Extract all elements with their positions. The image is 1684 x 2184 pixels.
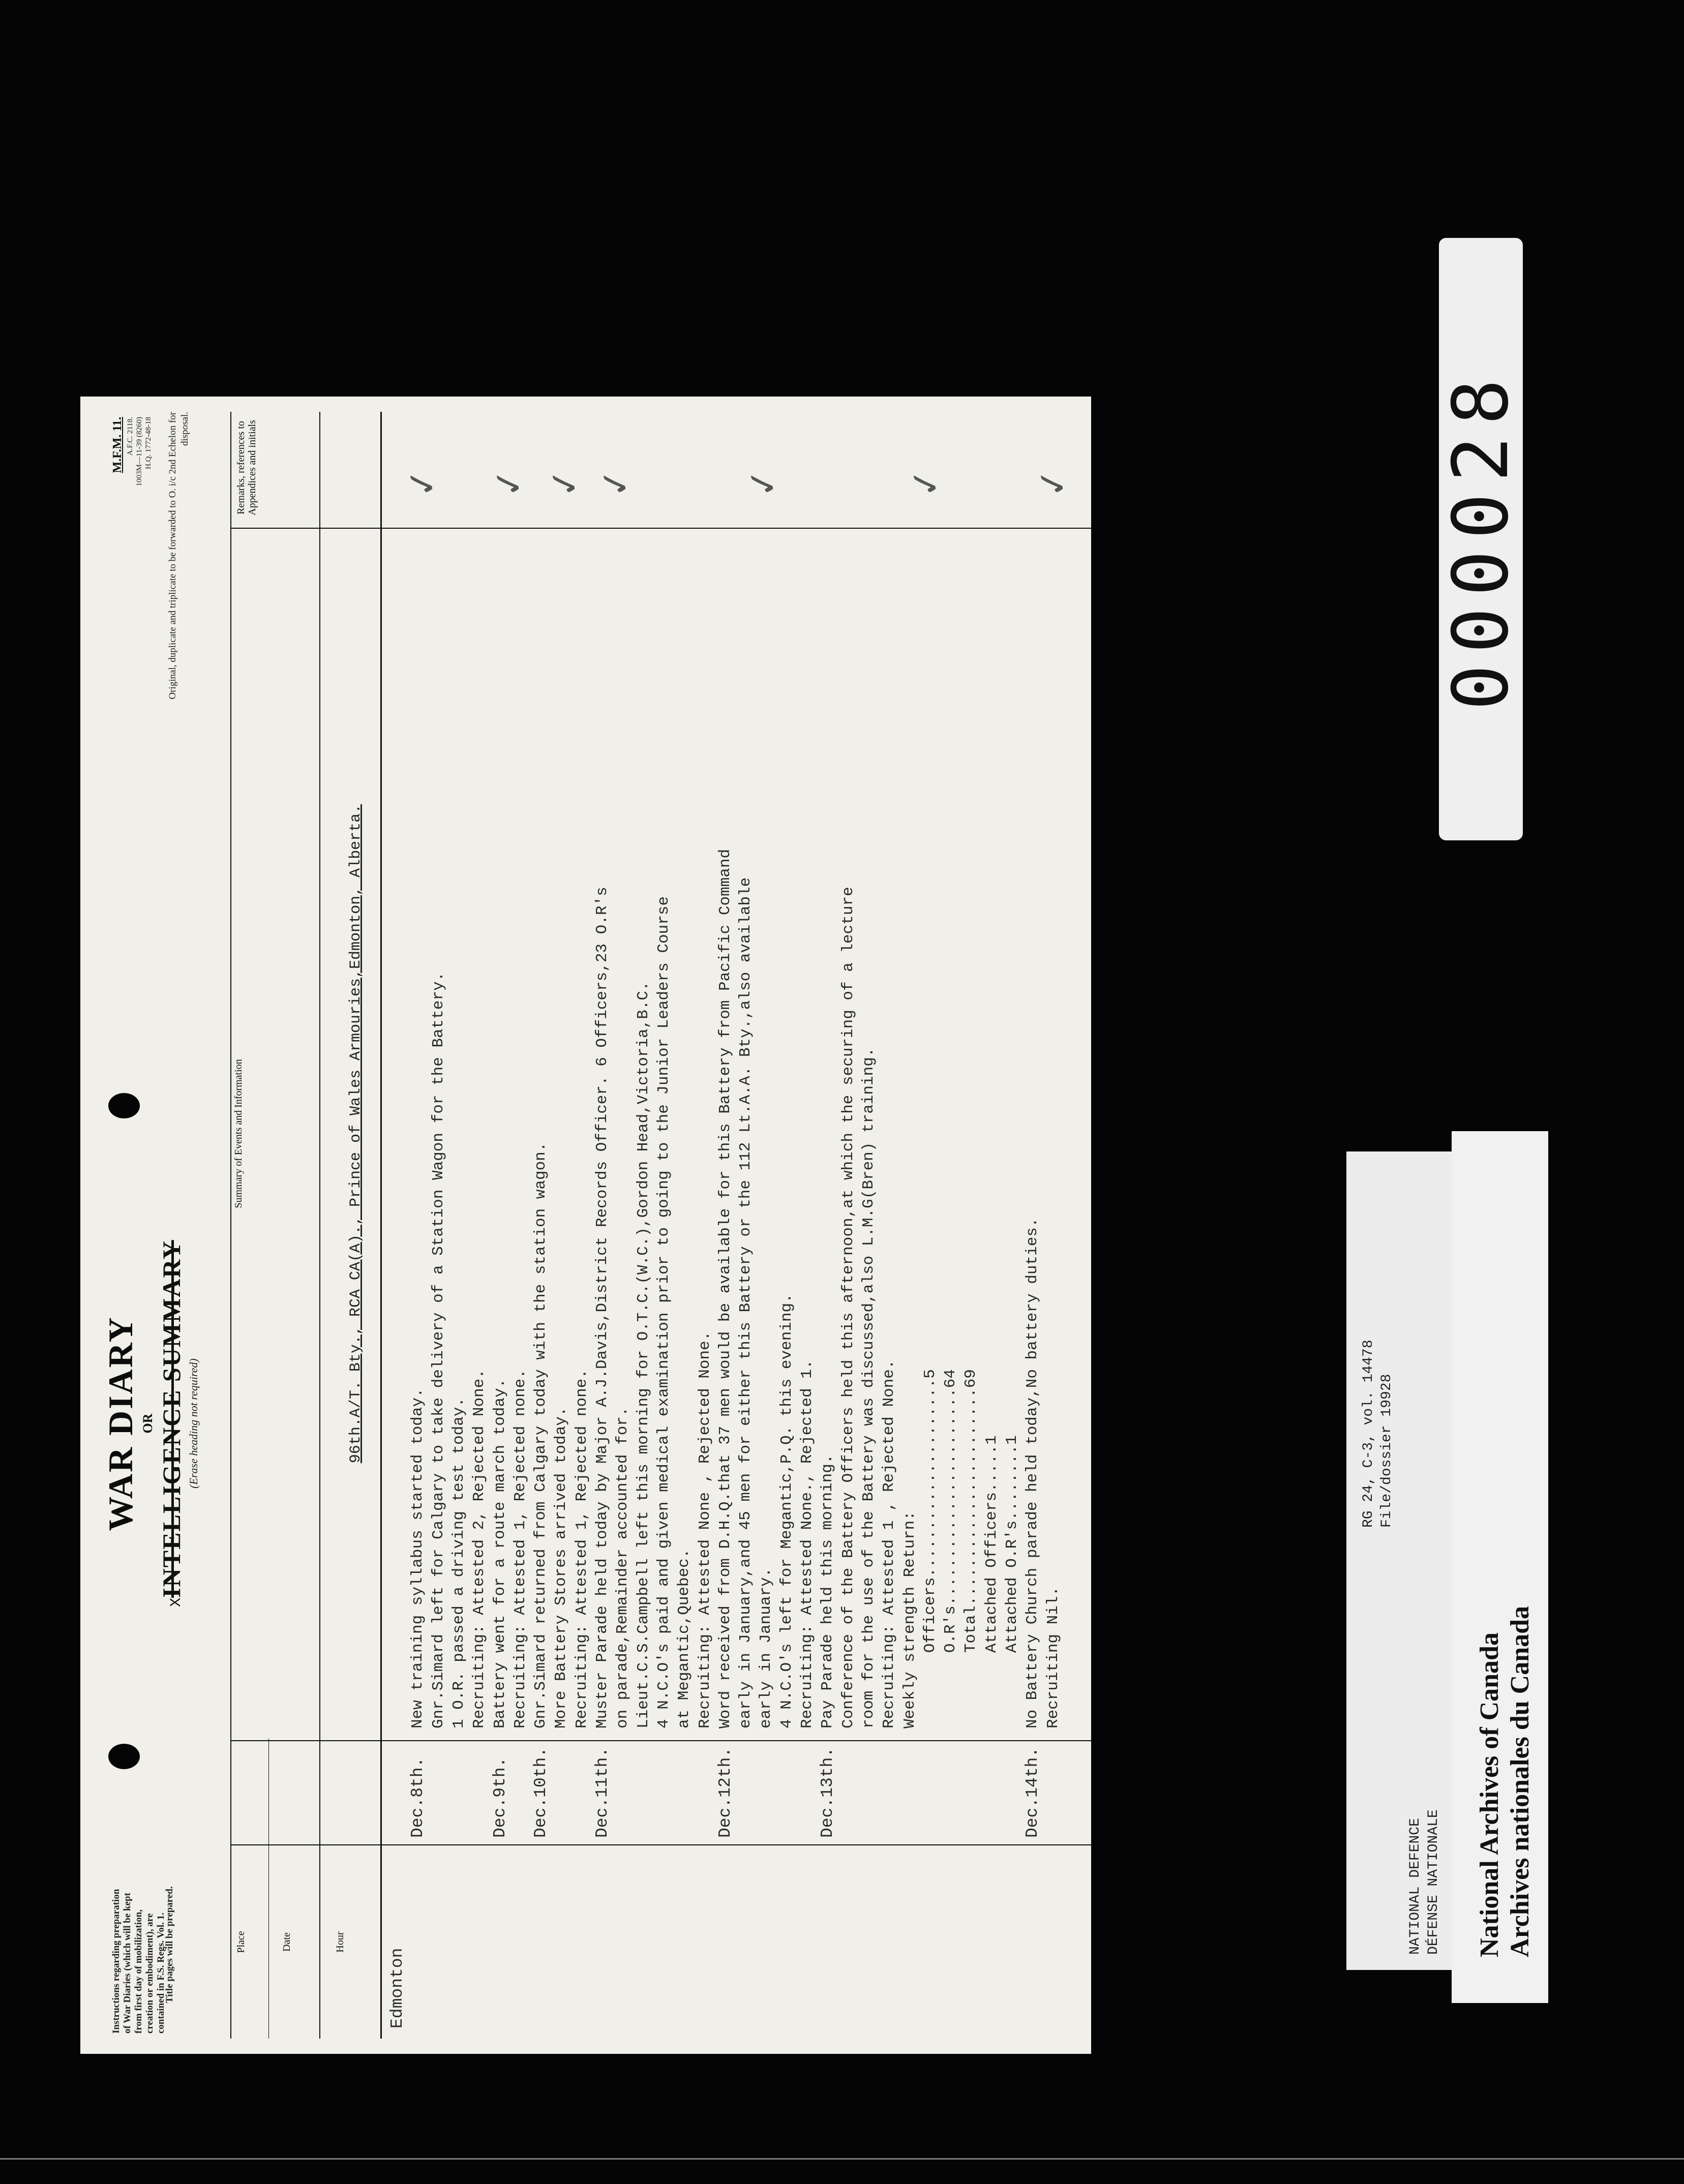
diary-entry-row <box>982 534 1003 2039</box>
defence-stamp-wrap <box>1346 1151 1463 1970</box>
diary-entry-row <box>634 534 654 2039</box>
film-edge-line <box>0 2158 1684 2160</box>
entry-text: Recruiting: Attested None , Rejected None. <box>696 1331 714 1728</box>
diary-entry-row <box>491 534 511 2039</box>
entry-place: Edmonton <box>388 1948 407 2028</box>
erase-note: (Erase heading not required) <box>187 1358 200 1489</box>
diary-entry-row <box>408 534 429 2039</box>
checkmark-icon: ✓ <box>485 464 532 502</box>
frame-number: 000028 <box>1436 368 1525 711</box>
title-pages-note: Title pages will be prepared. <box>164 1886 175 2003</box>
entry-text: Pay Parade held this morning. <box>819 1454 837 1728</box>
form-ref: 1003M—11-39 (8260) <box>135 417 143 487</box>
entry-date: Dec.11th. <box>593 1747 612 1838</box>
entry-text: Officers.....................5 <box>921 1369 939 1728</box>
defence-en: NATIONAL DEFENCE <box>1407 1818 1423 1955</box>
diary-subtitle: INTELLIGENCE SUMMARY <box>157 1240 186 1598</box>
subtitle-strike-prefix: X <box>168 1597 185 1607</box>
checkmark-icon: ✓ <box>1029 464 1076 502</box>
entry-text: 4 N.C.O's left for Megantic,P.Q. this evening. <box>777 1293 796 1728</box>
column-header-place: Place <box>235 1931 247 1953</box>
entry-text: More Battery Stores arrived today. <box>552 1407 570 1728</box>
entry-text: 4 N.C.O's paid and given medical examination prior to going to the Junior Leaders Course <box>654 896 673 1728</box>
column-header-summary: Summary of Events and Information <box>233 1059 244 1208</box>
entry-text: No Battery Church parade held today,No battery duties. <box>1024 1218 1042 1728</box>
archives-stamp <box>1452 1131 1548 2003</box>
entry-text: Attached Officers.....1 <box>982 1435 1001 1728</box>
column-header-date: Date <box>281 1932 292 1952</box>
archives-fr: Archives nationales du Canada <box>1506 1605 1535 1957</box>
entry-text: at Megantic,Quebec. <box>675 1549 694 1728</box>
diary-entry-row <box>941 534 961 2039</box>
entry-date: Dec.12th. <box>715 1747 735 1838</box>
entry-text: Battery went for a route march today. <box>491 1378 509 1728</box>
frame-number-wrap <box>1436 238 1525 840</box>
form-ref: H.Q. 1772-48-18 <box>144 417 153 469</box>
entry-date: Dec.9th. <box>490 1757 509 1838</box>
entry-text: Gnr.Simard left for Calgary to take delivery of a Station Wagon for the Battery. <box>429 972 447 1728</box>
checkmark-icon: ✓ <box>591 464 639 502</box>
diary-entry-row <box>613 534 634 2039</box>
archival-file: File/dossier 19928 <box>1379 1374 1395 1528</box>
diary-entry-row <box>511 534 531 2039</box>
unit-heading: 96th.A/T. Bty., RCA CA(A)., Prince of Wales Armouries,Edmonton, Alberta. <box>347 804 365 1464</box>
diary-entry-row <box>1044 534 1064 2039</box>
entry-text: Recruiting Nil. <box>1044 1586 1062 1728</box>
diary-entry-row <box>593 534 613 2039</box>
archives-en: National Archives of Canada <box>1475 1632 1504 1957</box>
entry-text: Recruiting: Attested None., Rejected 1. <box>798 1359 816 1728</box>
diary-entry-row <box>573 534 593 2039</box>
column-header-hour: Hour <box>335 1931 346 1953</box>
defence-stamp <box>1346 1151 1463 1970</box>
entry-text: early in January. <box>757 1567 775 1728</box>
entry-date: Dec.8th. <box>408 1757 428 1838</box>
archival-ref: RG 24, C-3, vol. 14478 <box>1361 1340 1376 1528</box>
entry-text: early in January,and 45 men for either this Battery or the 112 Lt.A.A. Bty.,also available <box>737 877 755 1728</box>
diary-entry-row <box>818 534 838 2039</box>
entry-text: Muster Parade held today by Major A.J.Davis,District Records Officer. 6 Officers,23 O.R's <box>593 887 611 1728</box>
copies-note: Original, duplicate and triplicate to be forwarded to O. i/c 2nd Echelon for disposal. <box>167 412 190 700</box>
diary-entry-row <box>736 534 757 2039</box>
entry-text: New training syllabus started today. <box>409 1388 427 1728</box>
entry-text: Word received from D.H.Q.that 37 men would be available for this Battery from Pacific Command <box>716 848 734 1728</box>
diary-entry-row <box>449 534 470 2039</box>
checkmark-icon: ✓ <box>540 464 588 502</box>
diary-entry-row <box>470 534 490 2039</box>
frame-number-label <box>1436 238 1525 840</box>
diary-title: WAR DIARY <box>101 1316 140 1531</box>
column-header-remarks: Remarks, references to Appendices and initials <box>235 420 258 515</box>
diary-entry-row <box>552 534 572 2039</box>
diary-entry-row <box>1023 534 1043 2039</box>
form-id: M.F.M. 11. <box>111 417 124 473</box>
diary-entry-row <box>1003 534 1023 2039</box>
instructions-note: Instructions regarding preparation of War Diaries (which will be kept from first day of mobilization, creation or embodiment), are contained in F.S. Regs. Vol. 1. <box>111 1889 166 2034</box>
diary-entry-row <box>654 534 675 2039</box>
diary-entry-row <box>921 534 941 2039</box>
checkmark-icon: ✓ <box>398 464 446 502</box>
entry-text: Recruiting: Attested 1, Rejected none. <box>573 1369 591 1728</box>
entry-text: 1 O.R. passed a driving test today. <box>449 1397 468 1728</box>
entry-text: Recruiting: Attested 1, Rejected none. <box>511 1369 529 1728</box>
defence-fr: DÉFENSE NATIONALE <box>1426 1809 1441 1955</box>
diary-entry-row <box>429 534 449 2039</box>
entry-text: O.R's.......................64 <box>942 1369 960 1728</box>
entry-text: room for the use of the Battery was discussed,also L.M.G(Bren) training. <box>859 1047 878 1728</box>
diary-entries <box>388 534 1085 2039</box>
diary-entry-row <box>839 534 859 2039</box>
diary-entry-row <box>388 534 408 2039</box>
diary-entry-row <box>777 534 798 2039</box>
entry-text: Lieut.C.S.Campbell left this morning for O.T.C.(W.C.),Gordon Head,Victoria,B.C. <box>634 981 652 1728</box>
diary-entry-row <box>880 534 900 2039</box>
entry-text: Total.......................69 <box>962 1369 980 1728</box>
entry-text: on parade,Remainder accounted for. <box>614 1407 632 1728</box>
diary-or: OR <box>140 1413 155 1434</box>
subtitle-row <box>157 1144 186 1703</box>
hole-punch-icon <box>108 1093 140 1118</box>
checkmark-icon: ✓ <box>739 464 787 502</box>
entry-date: Dec.10th. <box>531 1747 551 1838</box>
diary-entry-row <box>531 534 552 2039</box>
diary-entry-row <box>798 534 818 2039</box>
diary-entry-row <box>716 534 736 2039</box>
diary-entry-row <box>961 534 982 2039</box>
war-diary-page <box>80 397 1091 2054</box>
diary-entry-row <box>859 534 880 2039</box>
entry-text: Attached O.R's........1 <box>1003 1435 1021 1728</box>
diary-entry-row <box>900 534 921 2039</box>
entry-date: Dec.14th. <box>1023 1747 1042 1838</box>
entry-date: Dec.13th. <box>818 1747 837 1838</box>
entry-text: Recruiting: Attested 1 , Rejected None. <box>880 1359 898 1728</box>
entry-text: Weekly strength Return: <box>900 1511 919 1728</box>
diary-entry-row <box>696 534 716 2039</box>
entry-text: Conference of the Battery Officers held this afternoon,at which the securing of a lecture <box>839 887 857 1728</box>
war-diary-form <box>80 397 1091 2054</box>
diary-entry-row <box>757 534 777 2039</box>
archives-stamp-wrap <box>1452 1131 1548 2003</box>
entry-text: Gnr.Simard returned from Calgary today with the station wagon. <box>532 1142 550 1728</box>
diary-entry-row <box>675 534 695 2039</box>
checkmark-icon: ✓ <box>901 464 949 502</box>
form-ref: A.F.C. 2118. <box>126 417 134 456</box>
entry-text: Recruiting: Attested 2, Rejected None. <box>470 1369 489 1728</box>
hole-punch-icon <box>108 1744 140 1769</box>
